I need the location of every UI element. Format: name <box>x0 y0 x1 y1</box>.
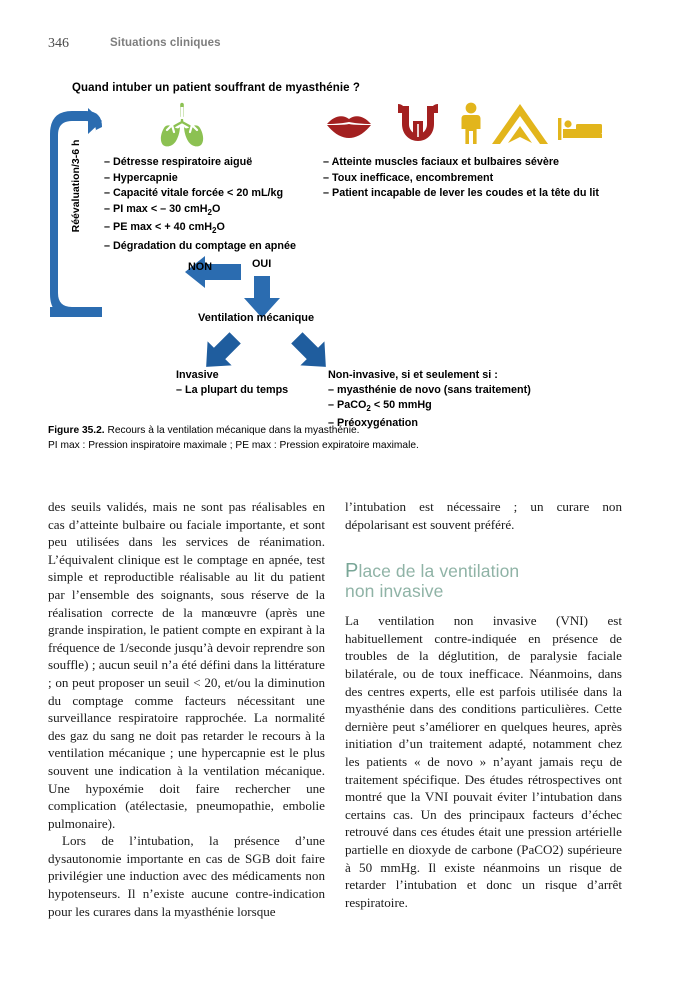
figure-caption-legend: PI max : Pression inspiratoire maximale ; PE max : Pression expiratoire maximale. <box>48 439 419 451</box>
section-heading-dropcap: P <box>345 560 359 583</box>
arrow-down-right-noninvasive <box>290 331 332 378</box>
bed-icon <box>558 116 602 145</box>
page-number: 346 <box>48 36 69 51</box>
branch-item: – myasthénie de novo (sans traitement) <box>328 384 531 396</box>
paragraph-vni: La ventilation non invasive (VNI) est habituellement contre-indiquée en présence de troubles de la déglutition, de paralysie faciale bilatérale, ou de toux inefficace. Néanmoins, dans des centres experts, elle est parfois utilisée dans la myasthénie dans des conditions particulières. Cette dernière peut s’améliorer en quelques heures, après initiation d’un traitement adapté, notamment chez les patients « de novo » n’ayant jamais reçu de traitement spécifique. Des études rétrospectives ont montré que la VNI pouvait éviter l’intubation dans certains cas. Un des principaux facteurs d’échec retrouvé dans ces études était une pression artérielle partielle en dioxyde de carbone (PaCO2) supérieure à 50 mmHg. Il existe néanmoins un risque de retarder l’intubation et donc un risque d’arrêt respiratoire. <box>345 613 622 910</box>
criteria-item: – Patient incapable de lever les coudes et la tête du lit <box>323 187 600 199</box>
body-columns <box>48 498 652 928</box>
section-heading-rest: lace de la ventilation <box>358 561 520 582</box>
person-icon <box>460 102 482 149</box>
criteria-item: – Détresse respiratoire aiguë <box>104 156 253 168</box>
criteria-item: – Capacité vitale forcée < 20 mL/kg <box>104 187 284 199</box>
figure-question-title: Quand intuber un patient souffrant de myasthénie ? <box>72 82 361 94</box>
criteria-item: – PE max < + 40 cmH$_2$O <box>104 221 225 236</box>
criteria-list-right <box>323 155 599 202</box>
branch-heading: Non-invasive, si et seulement si : <box>328 369 498 381</box>
figure-caption-number: Figure 35.2. <box>48 425 105 436</box>
branch-item: – Préoxygénation <box>328 417 419 430</box>
criteria-list-left <box>104 155 296 254</box>
right-text-column <box>345 498 622 911</box>
paragraph-continuation: des seuils validés, mais ne sont pas réalisables en cas d’atteinte bulbaire ou faciale importante, et sont peu utilisées dans les services de réanimation. L’équivalent clinique est le comptage en apnée, test simple et reproductible réalisable au lit du patient par l’ensemble des soignants, sous réserve de la réalisation correcte de la manœuvre (après une grande inspiration, le patient compte en expirant à la fréquence de 1/seconde jusqu’à devoir reprendre son souffle) ; aucun seuil n’a été défini dans la littérature ; on peut proposer un seuil < 20, et/ou la diminution du comptage comme facteurs nécessitant une surveillance respiratoire rapprochée. La normalité des gaz du sang ne doit pas retarder le recours à la ventilation mécanique ; une hypercapnie est le plus souvent une indication à la ventilation mécanique. Une hypoxémie doit faire rechercher une complication (atélectasie, pneumopathie, embolie pulmonaire). <box>48 499 325 831</box>
criteria-item: – Hypercapnie <box>104 171 178 184</box>
lungs-icon <box>158 102 206 153</box>
tongue-icon <box>398 104 438 149</box>
reevaluation-label: Réévaluation/3-6 h <box>70 139 82 233</box>
reevaluation-bracket <box>50 108 102 320</box>
criteria-item: – Dégradation du comptage en apnée <box>104 239 296 252</box>
branch-heading: Invasive <box>176 369 219 381</box>
node-ventilation-mecanique: Ventilation mécanique <box>198 312 315 324</box>
section-heading-line2: non invasive <box>345 581 444 602</box>
paragraph-curare: l’intubation est nécessaire ; un curare non dépolarisant est souvent préféré. <box>345 499 622 532</box>
section-heading-vni <box>345 561 622 601</box>
figure-caption-text: Recours à la ventilation mécanique dans la myasthénie. <box>104 425 360 436</box>
left-text-column <box>48 498 325 920</box>
branch-item: – PaCO$_2$ < 50 mmHg <box>328 399 432 414</box>
lips-icon <box>326 114 372 143</box>
branch-invasive <box>176 368 288 398</box>
elbow-icon <box>492 104 548 149</box>
label-non: NON <box>188 261 212 273</box>
branch-item: – La plupart du temps <box>176 384 289 396</box>
figure-caption <box>48 424 652 453</box>
figure-35-2 <box>48 76 652 466</box>
paragraph-intubation: Lors de l’intubation, la présence d’une dysautonomie importante en cas de SGB doit faire privilégier une induction avec des médicaments non hypotenseurs. Il n’existe aucune contre-indication pour les curares dans la myasthénie lorsque <box>48 833 325 919</box>
criteria-item: – Toux inefficace, encombrement <box>323 171 494 184</box>
criteria-item: – Atteinte muscles faciaux et bulbaires sévère <box>323 156 560 168</box>
branch-non-invasive <box>328 368 531 431</box>
running-head-title: Situations cliniques <box>110 37 221 49</box>
criteria-item: – PI max < – 30 cmH$_2$O <box>104 202 221 217</box>
running-head <box>48 36 648 56</box>
label-oui: OUI <box>252 258 272 270</box>
